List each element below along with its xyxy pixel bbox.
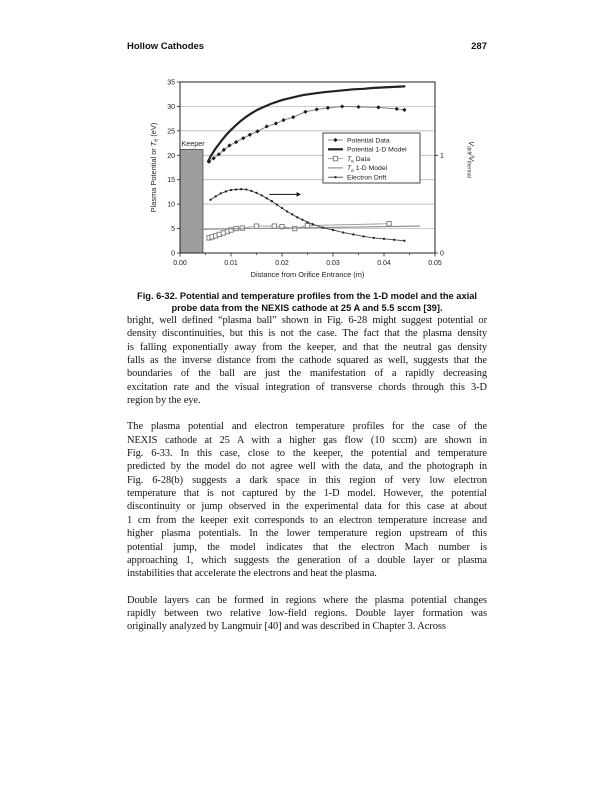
body-text-line: instabilities that accelerate the electrons and heat the plasma.: [127, 568, 377, 580]
paragraph: [127, 314, 487, 407]
body-text-line: rapidly between two relative low-field regions. Double layer formation was: [127, 607, 487, 619]
body-text-line: boundaries of the ball are just the manifestation of a rapidly decreasing: [127, 368, 487, 380]
svg-text:0.03: 0.03: [326, 260, 340, 267]
potential-temperature-chart: [146, 74, 480, 286]
svg-text:5: 5: [171, 226, 175, 234]
svg-text:35: 35: [167, 79, 175, 87]
caption-line: probe data from the NEXIS cathode at 25 A and 5.5 sccm [39].: [171, 302, 443, 313]
body-text-line: Double layers can be formed in regions where the plasma potential changes: [127, 594, 487, 606]
body-text-line: The plasma potential and electron temperature profiles for the case of the: [127, 421, 487, 433]
svg-text:Potential Data: Potential Data: [347, 137, 390, 145]
body-text-line: approaching 1, which suggests the generation of a double layer or plasma: [127, 554, 487, 566]
svg-text:Electron Drift: Electron Drift: [347, 174, 387, 182]
body-text-line: falls as the inverse distance from the cathode squared as well, suggests that the: [127, 355, 487, 367]
body-text-line: potential jump, the model indicates that the electron Mach number is: [127, 541, 487, 553]
body-text-line: is falling exponentially away from the keeper, and that the neutral gas density: [127, 341, 487, 353]
body-text-line: Fig. 6-33. In this case, close to the keeper, the potential and temperature: [127, 448, 487, 460]
svg-text:Te 1-D Model: $T_e$ 1-D Model: [347, 165, 388, 174]
svg-text:0.05: 0.05: [428, 260, 442, 267]
running-head: Hollow Cathodes: [127, 41, 205, 52]
body-text-line: predicted by the model do not agree well with the data, and the photograph in: [127, 461, 487, 473]
body-text-line: temperature that is not captured by the 1-D model. However, the potential: [127, 488, 487, 500]
svg-text:Distance from Orifice Entrance: Distance from Orifice Entrance (m): [250, 270, 365, 279]
body-text-line: bright, well defined “plasma ball” shown in Fig. 6-28 might suggest potential or: [127, 315, 487, 326]
svg-text:Vdrift/Vthermal: $V_{drift}/V_{thermal}$: [465, 141, 474, 178]
svg-text:0: 0: [440, 250, 444, 258]
chart-legend: [323, 133, 420, 183]
svg-text:0.00: 0.00: [173, 260, 187, 267]
svg-text:30: 30: [167, 103, 175, 111]
page-header: [127, 41, 487, 52]
svg-text:Plasma Potential or Te (eV): Plasma Potential or $T_e$ (eV): [149, 122, 160, 213]
svg-text:20: 20: [167, 152, 175, 160]
body-text-line: Fig. 6-28(b) suggests a dark space in this region of very low electron: [127, 474, 487, 486]
body-text-line: discontinuity or jump observed in the experimental data for this case at about: [127, 501, 487, 513]
svg-text:10: 10: [167, 201, 175, 209]
svg-text:Keeper: Keeper: [181, 138, 205, 148]
body-text-line: region by the eye.: [127, 395, 201, 407]
body-text-line: higher plasma potentials. In the lower temperature region upstream of this: [127, 528, 487, 540]
body-text: [127, 314, 487, 647]
figure-caption: [127, 291, 487, 314]
body-text-line: NEXIS cathode at 25 A with a higher gas flow (10 sccm) are shown in: [127, 434, 487, 446]
body-text-line: 1 cm from the keeper exit corresponds to an electron temperature increase and: [127, 514, 487, 526]
svg-text:Te Data: $T_e$ Data: [347, 155, 371, 165]
svg-text:0.01: 0.01: [224, 260, 238, 267]
svg-text:0.04: 0.04: [377, 260, 391, 267]
caption-line: Fig. 6-32. Potential and temperature profiles from the 1-D model and the axial: [137, 291, 477, 301]
body-text-line: excitation rate and the visual integration of transverse chords through this 3-D: [127, 381, 487, 393]
svg-text:1: 1: [440, 152, 444, 160]
body-text-line: originally analyzed by Langmuir [40] and was described in Chapter 3. Across: [127, 621, 446, 633]
paragraph: [127, 420, 487, 580]
body-text-line: density discontinuities, but this is not the case. The fact that the plasma density: [127, 328, 487, 340]
svg-text:0: 0: [171, 250, 175, 258]
svg-text:25: 25: [167, 128, 175, 136]
paragraph: [127, 594, 487, 634]
svg-text:Potential 1-D Model: Potential 1-D Model: [347, 146, 407, 154]
svg-text:15: 15: [167, 177, 175, 185]
page-number: 287: [471, 41, 487, 52]
svg-text:0.02: 0.02: [275, 260, 289, 267]
figure-6-32: [146, 74, 480, 286]
